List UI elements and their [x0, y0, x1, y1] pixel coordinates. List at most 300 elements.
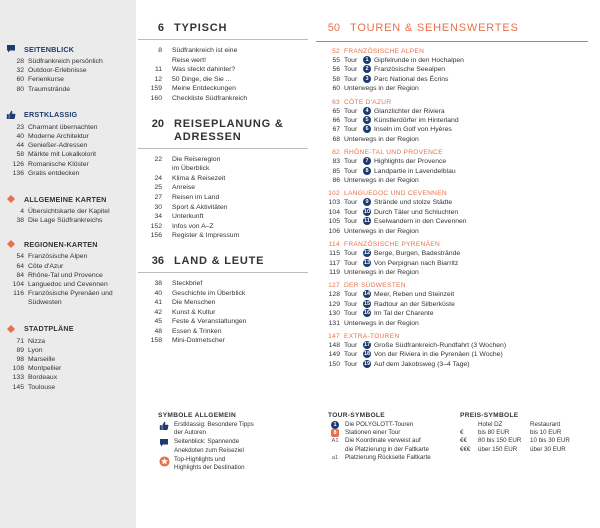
chapter-entry[interactable]	[138, 193, 308, 203]
chapter-entry[interactable]	[138, 56, 308, 66]
tour-title: Berge, Burgen, Badestrände	[374, 250, 461, 258]
tour-title: Von Perpignan nach Biarritz	[374, 259, 459, 267]
tour-entry[interactable]	[316, 65, 588, 74]
entry-text: Die Reiseregion	[172, 155, 221, 163]
tour-entry[interactable]	[316, 198, 588, 207]
chapter-entry[interactable]	[138, 183, 308, 193]
region-name: RHÔNE-TAL UND PROVENCE	[344, 149, 443, 157]
tours-index	[316, 22, 588, 374]
tour-number-badge: 14	[363, 291, 371, 298]
price-row	[460, 446, 590, 454]
tour-label: Tour	[344, 310, 358, 318]
sidebar-entry[interactable]	[0, 123, 136, 132]
region-heading[interactable]	[316, 333, 588, 340]
chapter-divider	[138, 272, 308, 273]
tour-symbol	[328, 446, 342, 454]
tour-title: Große Südfrankreich-Rundfahrt (3 Wochen)	[374, 341, 507, 349]
tour-number-badge: 12	[363, 250, 371, 257]
legend-item	[158, 421, 308, 437]
chapter-entry[interactable]	[138, 174, 308, 184]
legend-text: die Platzierung in der Faltkarte	[345, 445, 429, 453]
entry-text: Meine Entdeckungen	[172, 85, 236, 93]
section-title-text: ALLGEMEINE KARTEN	[24, 194, 107, 204]
page-number: 147	[328, 332, 340, 340]
chapter-entry[interactable]	[138, 231, 308, 241]
section-title-text: SEITENBLICK	[24, 44, 75, 54]
chapter-entry[interactable]	[138, 212, 308, 222]
chapter-divider	[138, 148, 308, 149]
thumbs-up-icon	[6, 110, 16, 120]
tour-number-badge: 5	[363, 116, 371, 124]
legend-title: TOUR-SYMBOLE	[328, 412, 385, 419]
region-heading[interactable]	[316, 282, 588, 289]
chapter-entry[interactable]	[138, 65, 308, 75]
page-number: 68	[332, 135, 340, 143]
page-number: 148	[328, 341, 340, 349]
sidebar-entry[interactable]	[0, 85, 136, 94]
sidebar-entry[interactable]	[0, 66, 136, 75]
page-number: 42	[154, 308, 162, 316]
sidebar-entry[interactable]	[0, 57, 136, 66]
region-name: LANGUEDOC UND CEVENNEN	[344, 190, 447, 198]
page-number: 32	[16, 67, 24, 75]
page-number	[6, 298, 28, 307]
tour-label: Tour	[344, 199, 358, 207]
page-number: 60	[16, 76, 24, 84]
tour-label: Tour	[344, 291, 358, 299]
sidebar-entry[interactable]	[0, 280, 136, 289]
page-number: 44	[16, 142, 24, 150]
price-header: Hotel DZ	[478, 421, 503, 428]
tour-number-badge: 16	[363, 310, 371, 317]
tour-entry[interactable]	[316, 167, 588, 176]
page-number: 63	[332, 98, 340, 106]
sidebar-section	[0, 324, 136, 392]
tours-chapter-number[interactable]: 50	[327, 22, 340, 34]
page-number: 41	[154, 299, 162, 307]
legend-line: der Autoren	[174, 429, 206, 437]
price-value: 80 bis 150 EUR	[478, 437, 522, 445]
chapter-entry[interactable]	[138, 298, 308, 308]
chapter-heading[interactable]	[138, 118, 308, 144]
tour-label: Tour	[344, 218, 358, 226]
page-number: 104	[328, 208, 340, 216]
legend-text: Die POLYGLOTT-Touren	[345, 421, 414, 428]
page-number: 103	[328, 199, 340, 207]
sidebar-entry[interactable]	[0, 207, 136, 216]
region-name: FRANZÖSISCHE ALPEN	[344, 48, 425, 55]
page-number: 131	[328, 319, 340, 327]
tour-title: Radtour an der Silberküste	[374, 300, 455, 308]
entry-text: Kunst & Kultur	[172, 308, 216, 316]
chapter-entry[interactable]	[138, 155, 308, 165]
price-symbol: €	[460, 429, 464, 437]
page-number: 27	[154, 193, 162, 201]
sidebar-entry[interactable]	[0, 150, 136, 159]
tour-entry[interactable]	[316, 217, 588, 226]
tour-number-badge: 10	[363, 208, 371, 215]
entry-text: Französische Pyrenäen und	[28, 290, 113, 298]
chapter-entry[interactable]	[138, 203, 308, 213]
entry-text: Marseille	[28, 356, 56, 364]
region-heading[interactable]	[316, 99, 588, 106]
tour-label: Tour	[344, 107, 358, 115]
price-row	[460, 437, 590, 445]
chapter-title-line: TYPISCH	[174, 22, 228, 34]
legend-price-symbols	[460, 412, 590, 454]
legend-title: SYMBOLE ALLGEMEIN	[158, 412, 237, 419]
page-number: 8	[158, 47, 162, 54]
page-number: 55	[332, 57, 340, 64]
legend-item	[328, 429, 458, 437]
tour-entry[interactable]	[316, 300, 588, 309]
page-number: 25	[154, 184, 162, 192]
tour-symbol	[328, 429, 342, 437]
tour-label: Tour	[344, 158, 358, 166]
entry-text: Klima & Reisezeit	[172, 174, 226, 182]
tour-entry[interactable]	[316, 208, 588, 217]
chapter-entry[interactable]	[138, 84, 308, 94]
page-number	[138, 164, 172, 174]
tour-label: Tour	[344, 341, 358, 349]
tour-entry[interactable]	[316, 107, 588, 116]
tour-label: Tour	[344, 360, 358, 368]
sidebar-section-title[interactable]	[0, 44, 136, 54]
tour-number-badge: 1	[363, 56, 371, 64]
sidebar-entry[interactable]	[0, 252, 136, 261]
sidebar-entry[interactable]	[0, 216, 136, 225]
chapter-title	[174, 22, 227, 35]
legend-symbols-allgemein	[158, 412, 308, 472]
sidebar-entry[interactable]	[0, 337, 136, 346]
page-number: 28	[16, 58, 24, 65]
tour-entry[interactable]	[316, 249, 588, 258]
tour-number-badge: 18	[363, 351, 371, 358]
tour-symbol	[328, 421, 342, 429]
tour-title: Durch Täler und Schluchten	[374, 208, 459, 216]
tours-divider	[316, 41, 588, 42]
sidebar-entry[interactable]	[0, 262, 136, 271]
tour-entry[interactable]	[316, 360, 588, 369]
page-number: 127	[328, 282, 340, 290]
entry-text: Essen & Trinken	[172, 327, 222, 335]
sidebar-entry[interactable]	[0, 373, 136, 382]
thumbs-up-icon	[158, 421, 170, 431]
page-number: 89	[16, 346, 24, 354]
sidebar-section-title[interactable]	[0, 324, 136, 334]
page-number: 48	[154, 327, 162, 335]
chapter-entry[interactable]	[138, 46, 308, 56]
entry-text: 50 Dinge, die Sie ...	[172, 75, 232, 83]
tour-entry[interactable]	[316, 341, 588, 350]
tour-label: Tour	[344, 208, 358, 216]
sidebar-entry[interactable]	[0, 132, 136, 141]
sidebar-entry[interactable]	[0, 160, 136, 169]
page-number: 108	[12, 365, 24, 373]
star-icon	[158, 456, 170, 467]
chapter-entry[interactable]	[138, 289, 308, 299]
page-number: 30	[154, 203, 162, 211]
region-entry[interactable]	[316, 176, 588, 185]
entry-text: Bordeaux	[28, 374, 58, 382]
chapter-heading[interactable]	[138, 255, 308, 268]
legend-line: Seitenblick: Spannende	[174, 438, 240, 446]
entry-text: Mini-Dolmetscher	[172, 337, 225, 345]
tour-entry[interactable]	[316, 75, 588, 84]
tour-number-badge: 6	[363, 125, 371, 133]
tour-entry[interactable]	[316, 125, 588, 134]
chapter-title	[174, 255, 264, 268]
entry-text: Languedoc und Cevennen	[28, 281, 108, 289]
page-number: 66	[332, 117, 340, 125]
tour-symbol	[328, 437, 342, 445]
page-number: 104	[12, 281, 24, 289]
page-number: 12	[154, 75, 162, 83]
page-number: 24	[154, 174, 162, 182]
tour-entry[interactable]	[316, 116, 588, 125]
legend-item	[328, 446, 458, 454]
region-entry[interactable]	[316, 268, 588, 277]
entry-text: Lyon	[28, 346, 43, 354]
tour-number-badge: 13	[363, 259, 371, 266]
tour-label: Tour	[344, 66, 358, 74]
tour-label: Tour	[344, 259, 358, 267]
page-number: 128	[328, 291, 340, 299]
page-number: 80	[16, 85, 24, 93]
tour-number-badge: 2	[363, 65, 371, 73]
page-number: 38	[16, 217, 24, 225]
tour-title: Im Tal der Charente	[374, 310, 434, 318]
region-entry[interactable]	[316, 227, 588, 236]
entry-text: Charmant übernachten	[28, 123, 98, 131]
chapter-block	[138, 118, 308, 241]
chapter-entry[interactable]	[138, 279, 308, 289]
entry-text: Reisen im Land	[172, 193, 220, 201]
sidebar-entry[interactable]	[0, 364, 136, 373]
tour-region	[316, 241, 588, 277]
entry-text: Südfrankreich ist eine	[172, 47, 238, 54]
entry-text: Toulouse	[28, 383, 56, 391]
entry-text: Checkliste Südfrankreich	[172, 94, 248, 102]
region-heading[interactable]	[316, 241, 588, 248]
page-number: 85	[332, 167, 340, 175]
tour-title: Parc National des Écrins	[374, 75, 449, 83]
tour-entry[interactable]	[316, 290, 588, 299]
page-number: 52	[332, 48, 340, 55]
chapter-entry[interactable]	[138, 336, 308, 346]
page-number: 40	[154, 289, 162, 297]
tour-title: Französische Seealpen	[374, 66, 446, 74]
legend-line: Top-Highlights und	[174, 455, 226, 463]
tour-entry[interactable]	[316, 350, 588, 359]
entry-text: Infos von A–Z	[172, 222, 214, 230]
entry-text: Steckbrief	[172, 279, 203, 287]
tour-entry[interactable]	[316, 309, 588, 318]
tour-region	[316, 333, 588, 369]
page-number: 56	[332, 66, 340, 74]
page-number: 38	[154, 279, 162, 287]
region-entry-text: Unterwegs in der Region	[344, 85, 419, 93]
tour-number-badge: 3	[363, 75, 371, 83]
region-heading[interactable]	[316, 48, 588, 55]
entry-text: Die Menschen	[172, 299, 216, 307]
page-number: 71	[16, 337, 24, 345]
tour-number-badge: 4	[363, 107, 371, 115]
page-number: 129	[328, 300, 340, 308]
chapter-title-line: REISEPLANUNG &	[174, 117, 284, 130]
entry-text: Moderne Architektur	[28, 133, 89, 141]
sidebar-entry[interactable]	[0, 169, 136, 178]
sidebar-entry[interactable]	[0, 271, 136, 280]
speech-bubble-icon	[6, 44, 16, 54]
entry-text: Unterkunft	[172, 213, 204, 221]
legend-line: Highlights der Destination	[174, 464, 245, 472]
page-number: 130	[328, 310, 340, 318]
page-number: 64	[16, 262, 24, 270]
region-name: DER SÜDWESTEN	[344, 282, 406, 290]
tour-title: Glanzlichter der Riviera	[374, 107, 445, 115]
sidebar-entry[interactable]	[0, 289, 136, 298]
tour-entry[interactable]	[316, 259, 588, 268]
page-number: 67	[332, 126, 340, 134]
legend-title: PREIS-SYMBOLE	[460, 412, 519, 419]
sidebar-entry[interactable]	[0, 355, 136, 364]
tour-region	[316, 48, 588, 94]
sidebar-section-title[interactable]	[0, 239, 136, 249]
legend-item	[328, 421, 458, 429]
tour-region	[316, 282, 588, 328]
legend-item	[158, 438, 308, 454]
entry-text: Traumstrände	[28, 85, 71, 93]
sidebar-entry[interactable]	[0, 298, 136, 307]
chapter-entry[interactable]	[138, 222, 308, 232]
tours-chapter-title[interactable]: TOUREN & SEHENSWERTES	[350, 22, 519, 34]
price-symbol: €€	[460, 437, 467, 445]
chapter-number: 36	[151, 254, 164, 267]
page-number: 65	[332, 107, 340, 115]
tour-number-badge: 19	[363, 360, 371, 367]
price-symbol: €€€	[460, 445, 471, 453]
tour-number-badge: 7	[363, 157, 371, 165]
tour-number-badge: 11	[364, 218, 370, 225]
chapter-entry[interactable]	[138, 327, 308, 337]
price-header: Restaurant	[530, 421, 561, 428]
page-number: 150	[328, 360, 340, 368]
page-number: 159	[150, 85, 162, 93]
region-entry[interactable]	[316, 319, 588, 328]
chapter-block	[138, 22, 308, 104]
tour-number-badge: 9	[363, 198, 371, 206]
page-number: 83	[332, 158, 340, 166]
page-number: 86	[332, 177, 340, 185]
entry-text: Märkte mit Lokalkolorit	[28, 151, 96, 159]
price-value: über 30 EUR	[530, 445, 566, 453]
speech-bubble-icon	[158, 438, 170, 448]
region-heading[interactable]	[316, 190, 588, 197]
price-value: bis 80 EUR	[478, 429, 510, 437]
legend-text: Stationen einer Tour	[345, 429, 401, 437]
tour-number-badge: 15	[363, 300, 371, 307]
entry-text: Übersichtskarte der Kapitel	[28, 208, 110, 216]
chapter-entry[interactable]	[138, 164, 308, 174]
chapter-heading[interactable]	[138, 22, 308, 35]
tour-entry[interactable]	[316, 56, 588, 65]
price-value: bis 10 EUR	[530, 429, 562, 437]
chapter-divider	[138, 39, 308, 40]
entry-text: Reise wert!	[172, 56, 206, 64]
section-title-text: REGIONEN-KARTEN	[24, 239, 98, 249]
entry-text: Romanische Klöster	[28, 160, 89, 168]
tour-number-badge: 8	[363, 167, 371, 175]
orange-diamond-icon	[6, 239, 16, 249]
legend-line: Anekdoten zum Reiseziel	[174, 446, 244, 454]
region-entry[interactable]	[316, 135, 588, 144]
region-entry-text: Unterwegs in der Region	[344, 177, 419, 185]
entry-text: Was steckt dahinter?	[172, 66, 236, 74]
entry-text: Côte d'Azur	[28, 262, 64, 270]
region-name: CÔTE D'AZUR	[344, 98, 392, 106]
region-heading[interactable]	[316, 149, 588, 156]
page-number: 133	[12, 374, 24, 382]
chapter-entry[interactable]	[138, 308, 308, 318]
entry-text: Die Lage Südfrankreichs	[28, 217, 103, 225]
page-number: 40	[16, 133, 24, 141]
legend-item	[328, 454, 458, 462]
tour-label: Tour	[344, 250, 358, 258]
tour-title: Künstlerdörfer im Hinterland	[374, 117, 459, 125]
page-number: 34	[154, 213, 162, 221]
page-number: 145	[12, 383, 24, 391]
sidebar-entry[interactable]	[0, 75, 136, 84]
page-number: 105	[328, 218, 340, 226]
legend-text: Die Koordinate verweist auf	[345, 437, 421, 445]
tour-title: Gipfelrunde in den Hochalpen	[374, 57, 464, 64]
entry-text: Anreise	[172, 184, 196, 192]
tour-number-badge: 17	[363, 341, 371, 348]
tour-entry[interactable]	[316, 157, 588, 166]
legend-item	[158, 456, 308, 472]
tour-region	[316, 190, 588, 236]
region-entry[interactable]	[316, 84, 588, 93]
chapter-entry[interactable]	[138, 75, 308, 85]
chapter-entry[interactable]	[138, 317, 308, 327]
page-number: 119	[329, 268, 340, 276]
legend-text	[174, 438, 244, 454]
page-number: 58	[16, 151, 24, 159]
tour-symbol	[328, 454, 342, 462]
sidebar-entry[interactable]	[0, 141, 136, 150]
entry-text: Outdoor-Erlebnisse	[28, 67, 87, 75]
chapter-entry[interactable]	[138, 94, 308, 104]
entry-text: Sport & Aktivitäten	[172, 203, 228, 211]
sidebar-section-title[interactable]	[0, 110, 136, 120]
sidebar-entry[interactable]	[0, 383, 136, 392]
region-entry-text: Unterwegs in der Region	[344, 319, 419, 327]
grid-coordinate: a1	[331, 454, 339, 461]
tour-title: Landpartie in Lavendelblau	[374, 167, 456, 175]
sidebar-section	[0, 239, 136, 307]
legend-tour-symbols	[328, 412, 458, 462]
entry-text: Montpellier	[28, 365, 62, 373]
page-number: 54	[16, 253, 24, 261]
sidebar-entry[interactable]	[0, 346, 136, 355]
price-value: 10 bis 30 EUR	[530, 437, 570, 445]
page-number: 116	[13, 290, 24, 298]
sidebar-section-title[interactable]	[0, 194, 136, 204]
page-number: 98	[16, 356, 24, 364]
chapter-block	[138, 255, 308, 346]
entry-text: Ferienkurse	[28, 76, 64, 84]
